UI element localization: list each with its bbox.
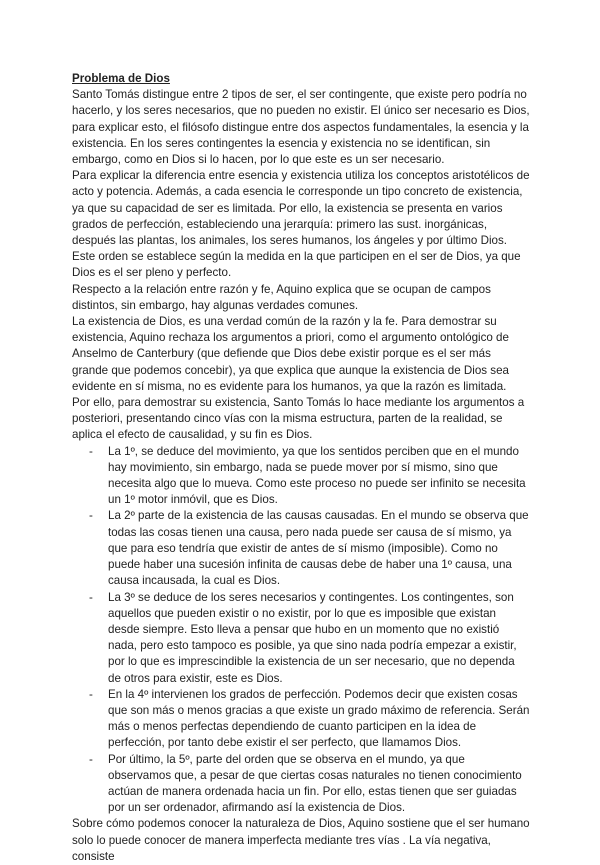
cinco-vias-list: [72, 444, 530, 817]
document-title: Problema de Dios: [72, 72, 170, 85]
paragraph-naturaleza-dios: Sobre cómo podemos conocer la naturaleza de Dios, Aquino sostiene que el ser humano solo lo puede conocer de manera imperfecta mediante tres vías . La vía negativa, consiste: [72, 817, 530, 863]
via-2-text: La 2º parte de la existencia de las causas causadas. En el mundo se observa que todas las cosas tienen una causa, pero nada puede ser causa de sí mismo, ya que para eso tendría que existir de antes de sí mismo (imposible). Como no puede haber una sucesión infinita de causas debe de haber una 1º causa, una causa incausada, la cual es Dios.: [108, 509, 529, 588]
list-item: [72, 444, 530, 509]
list-item: [72, 508, 530, 589]
via-3-text: La 3º se deduce de los seres necesarios y contingentes. Los contingentes, son aquellos que pueden existir o no existir, por lo que es imposible que existan desde siempre. Esto lleva a pensar que hubo en un momento que no existió nada, pero esto tampoco es posible, ya que sino nada podría empezar a existir, por lo que es imprescindible la existencia de un ser necesario, que no dependa de otros para existir, este es Dios.: [108, 590, 517, 685]
list-item: [72, 752, 530, 817]
list-item: [72, 590, 530, 687]
list-item: [72, 687, 530, 752]
list-dash: -: [89, 752, 93, 766]
list-dash: -: [89, 590, 93, 604]
paragraph-existencia-dios: La existencia de Dios, es una verdad común de la razón y la fe. Para demostrar su existencia, Aquino rechaza los argumentos a priori, como el argumento ontológico de Anselmo de Canterbury (que defiende que Dios debe existir porque es el ser más grande que podemos concebir), ya que explica que aunque la existencia de Dios sea evidente en sí misma, no es evidente para los humanos, ya que la razón es limitada.: [72, 315, 509, 393]
via-4-text: En la 4º intervienen los grados de perfección. Podemos decir que existen cosas que son más o menos gracias a que existe un grado máximo de referencia. Serán más o menos perfectas dependiendo de cuanto participen en la idea de perfección, por tanto debe existir el ser perfecto, que llamamos Dios.: [108, 687, 530, 750]
list-dash: -: [89, 687, 93, 701]
paragraph-seres: Santo Tomás distingue entre 2 tipos de ser, el ser contingente, que existe pero podría no hacerlo, y los seres necesarios, que no pueden no existir. El único ser necesario es Dios, para explicar esto, el filósofo distingue entre dos aspectos fundamentales, la esencia y la existencia. En los seres contingentes la esencia y existencia no se identifican, sin embargo, como en Dios si lo hacen, por lo que este es un ser necesario.: [72, 88, 530, 167]
list-dash: -: [89, 509, 93, 523]
via-5-text: Por último, la 5º, parte del orden que se observa en el mundo, ya que observamos que, a pesar de que ciertas cosas naturales no tienen conocimiento actúan de manera ordenada hacia un fin. Por ello, estas tienen que ser guiadas por un ser ordenador, afirmando así la existencia de Dios.: [108, 752, 522, 815]
paragraph-esencia-existencia: Para explicar la diferencia entre esencia y existencia utiliza los conceptos aristotélicos de acto y potencia. Además, a cada esencia le corresponde un tipo concreto de existencia, ya que su capacidad de ser es limitada. Por ello, la existencia se presenta en varios grados de perfección, estableciendo una jerarquía: primero las sust. inorgánicas, después las plantas, los animales, los seres humanos, los ángeles y por último Dios. Este orden se establece según la medida en la que participen en el ser de Dios, ya que Dios es el ser pleno y perfecto.: [72, 169, 530, 280]
paragraph-cinco-vias: Por ello, para demostrar su existencia, Santo Tomás lo hace mediante los argumentos a posteriori, presentando cinco vías con la misma estructura, parten de la realidad, se aplica el efecto de causalidad, y su fin es Dios.: [72, 396, 525, 442]
list-dash: -: [89, 444, 93, 458]
document-body: [72, 71, 530, 865]
paragraph-razon-fe: Respecto a la relación entre razón y fe, Aquino explica que se ocupan de campos distintos, sin embargo, hay algunas verdades comunes.: [72, 282, 491, 312]
via-1-text: La 1º, se deduce del movimiento, ya que los sentidos perciben que en el mundo hay movimiento, sin embargo, nada se puede mover por sí mismo, sino que necesita algo que lo mueva. Como este proceso no puede ser infinito se necesita un 1º motor inmóvil, que es Dios.: [108, 444, 526, 507]
